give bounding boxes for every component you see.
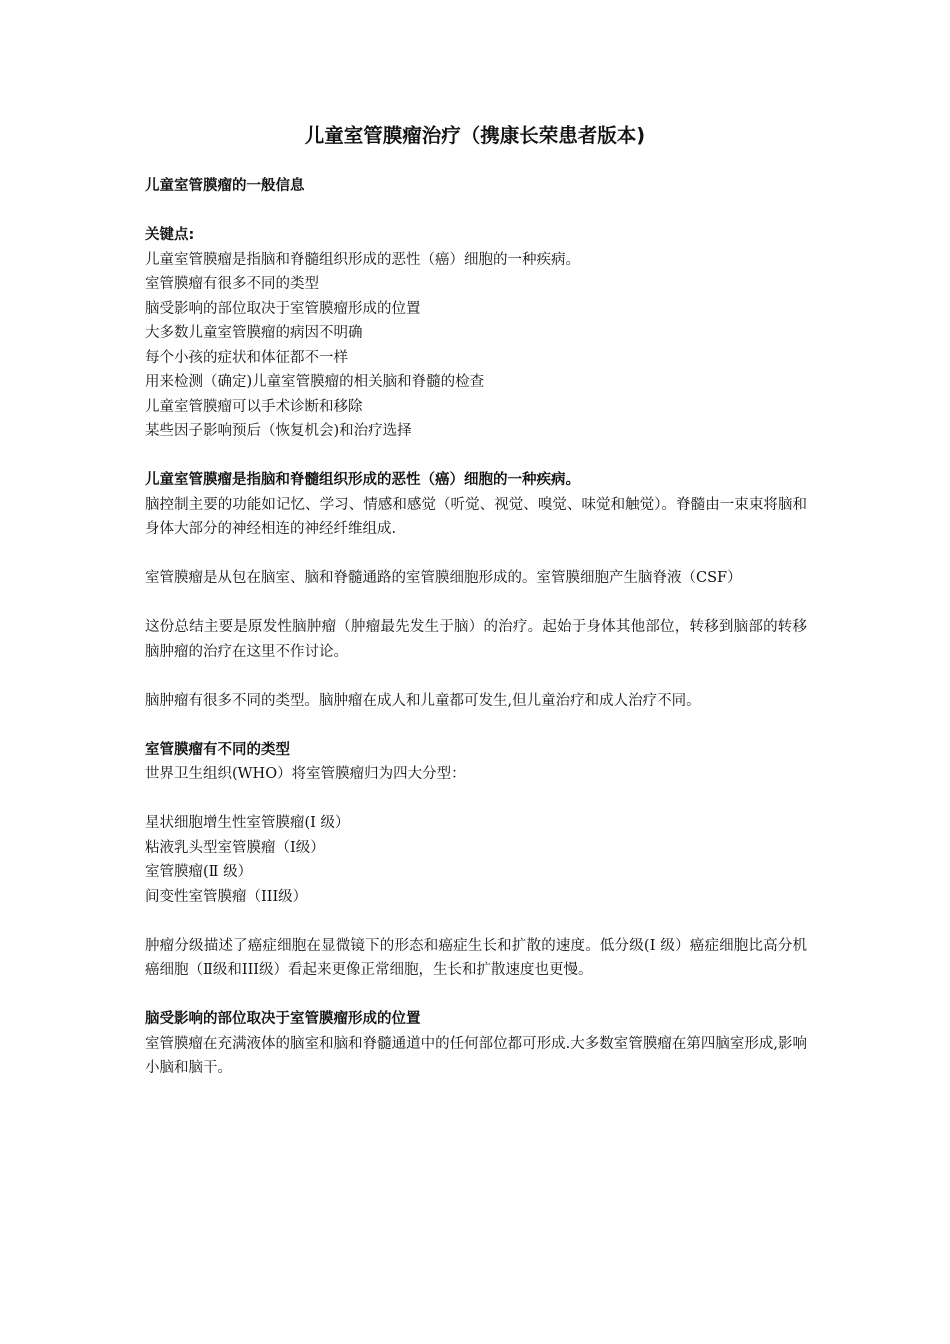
key-point-item: 儿童室管膜瘤可以手术诊断和移除 <box>145 398 363 415</box>
tumor-type-item: 间变性室管膜瘤（III级） <box>145 888 308 905</box>
paragraph-primary-tumor: 这份总结主要是原发性脑肿瘤（肿瘤最先发生于脑）的治疗。起始于身体其他部位，转移到脑部的转移脑肿瘤的治疗在这里不作讨论。 <box>145 619 807 660</box>
spacer <box>145 199 807 224</box>
key-point-item: 室管膜瘤有很多不同的类型 <box>145 276 319 292</box>
spacer <box>145 787 807 812</box>
section-heading-definition: 儿童室管膜瘤是指脑和脊髓组织形成的恶性（癌）细胞的一种疾病。 <box>145 472 580 488</box>
key-point-item: 儿童室管膜瘤是指脑和脊髓组织形成的恶性（癌）细胞的一种疾病。 <box>145 251 580 268</box>
section-heading-location: 脑受影响的部位取决于室管膜瘤形成的位置 <box>145 1011 421 1027</box>
key-point-item: 脑受影响的部位取决于室管膜瘤形成的位置 <box>145 300 421 317</box>
spacer <box>145 444 807 469</box>
paragraph-tumor-location: 室管膜瘤在充满液体的脑室和脑和脊髓通道中的任何部位都可形成.大多数室管膜瘤在第四脑室形成,影响小脑和脑干。 <box>145 1035 807 1076</box>
tumor-type-list <box>145 811 807 909</box>
spacer <box>145 542 807 567</box>
key-points-list <box>145 248 807 444</box>
spacer <box>145 983 807 1008</box>
key-point-item: 大多数儿童室管膜瘤的病因不明确 <box>145 325 363 341</box>
spacer <box>145 909 807 934</box>
tumor-type-item: 粘液乳头型室管膜瘤（Ⅰ级） <box>145 839 325 856</box>
spacer <box>145 664 807 689</box>
paragraph-who-classification: 世界卫生组织(WHO）将室管膜瘤归为四大分型： <box>145 766 466 782</box>
paragraph-ependymal-cells: 室管膜瘤是从包在脑室、脑和脊髓通路的室管膜细胞形成的。室管膜细胞产生脑脊液（CSF） <box>145 570 742 586</box>
section-heading-general: 儿童室管膜瘤的一般信息 <box>145 178 305 194</box>
tumor-type-item: 星状细胞增生性室管膜瘤(Ⅰ 级） <box>145 815 350 831</box>
section-heading-types: 室管膜瘤有不同的类型 <box>145 741 290 758</box>
key-point-item: 用来检测（确定)儿童室管膜瘤的相关脑和脊髓的检查 <box>145 374 485 390</box>
key-point-item: 某些因子影响预后（恢复机会)和治疗选择 <box>145 423 412 439</box>
spacer <box>145 591 807 616</box>
document-body <box>145 174 807 1081</box>
spacer <box>145 713 807 738</box>
paragraph-brain-function: 脑控制主要的功能如记忆、学习、情感和感觉（听觉、视觉、嗅觉、味觉和触觉）。脊髓由一束束将脑和身体大部分的神经相连的神经纤维组成. <box>145 496 807 537</box>
paragraph-tumor-grading: 肿瘤分级描述了癌症细胞在显微镜下的形态和癌症生长和扩散的速度。低分级(Ⅰ 级）癌症细胞比高分机癌细胞（Ⅱ级和III级）看起来更像正常细胞，生长和扩散速度也更慢。 <box>145 937 807 978</box>
document-title: 儿童室管膜瘤治疗（携康长荣患者版本) <box>304 124 646 147</box>
key-points-heading: 关键点: <box>145 227 195 243</box>
key-point-item: 每个小孩的症状和体征都不一样 <box>145 349 348 366</box>
tumor-type-item: 室管膜瘤(Ⅱ 级） <box>145 864 253 880</box>
paragraph-tumor-types: 脑肿瘤有很多不同的类型。脑肿瘤在成人和儿童都可发生,但儿童治疗和成人治疗不同。 <box>145 692 701 709</box>
